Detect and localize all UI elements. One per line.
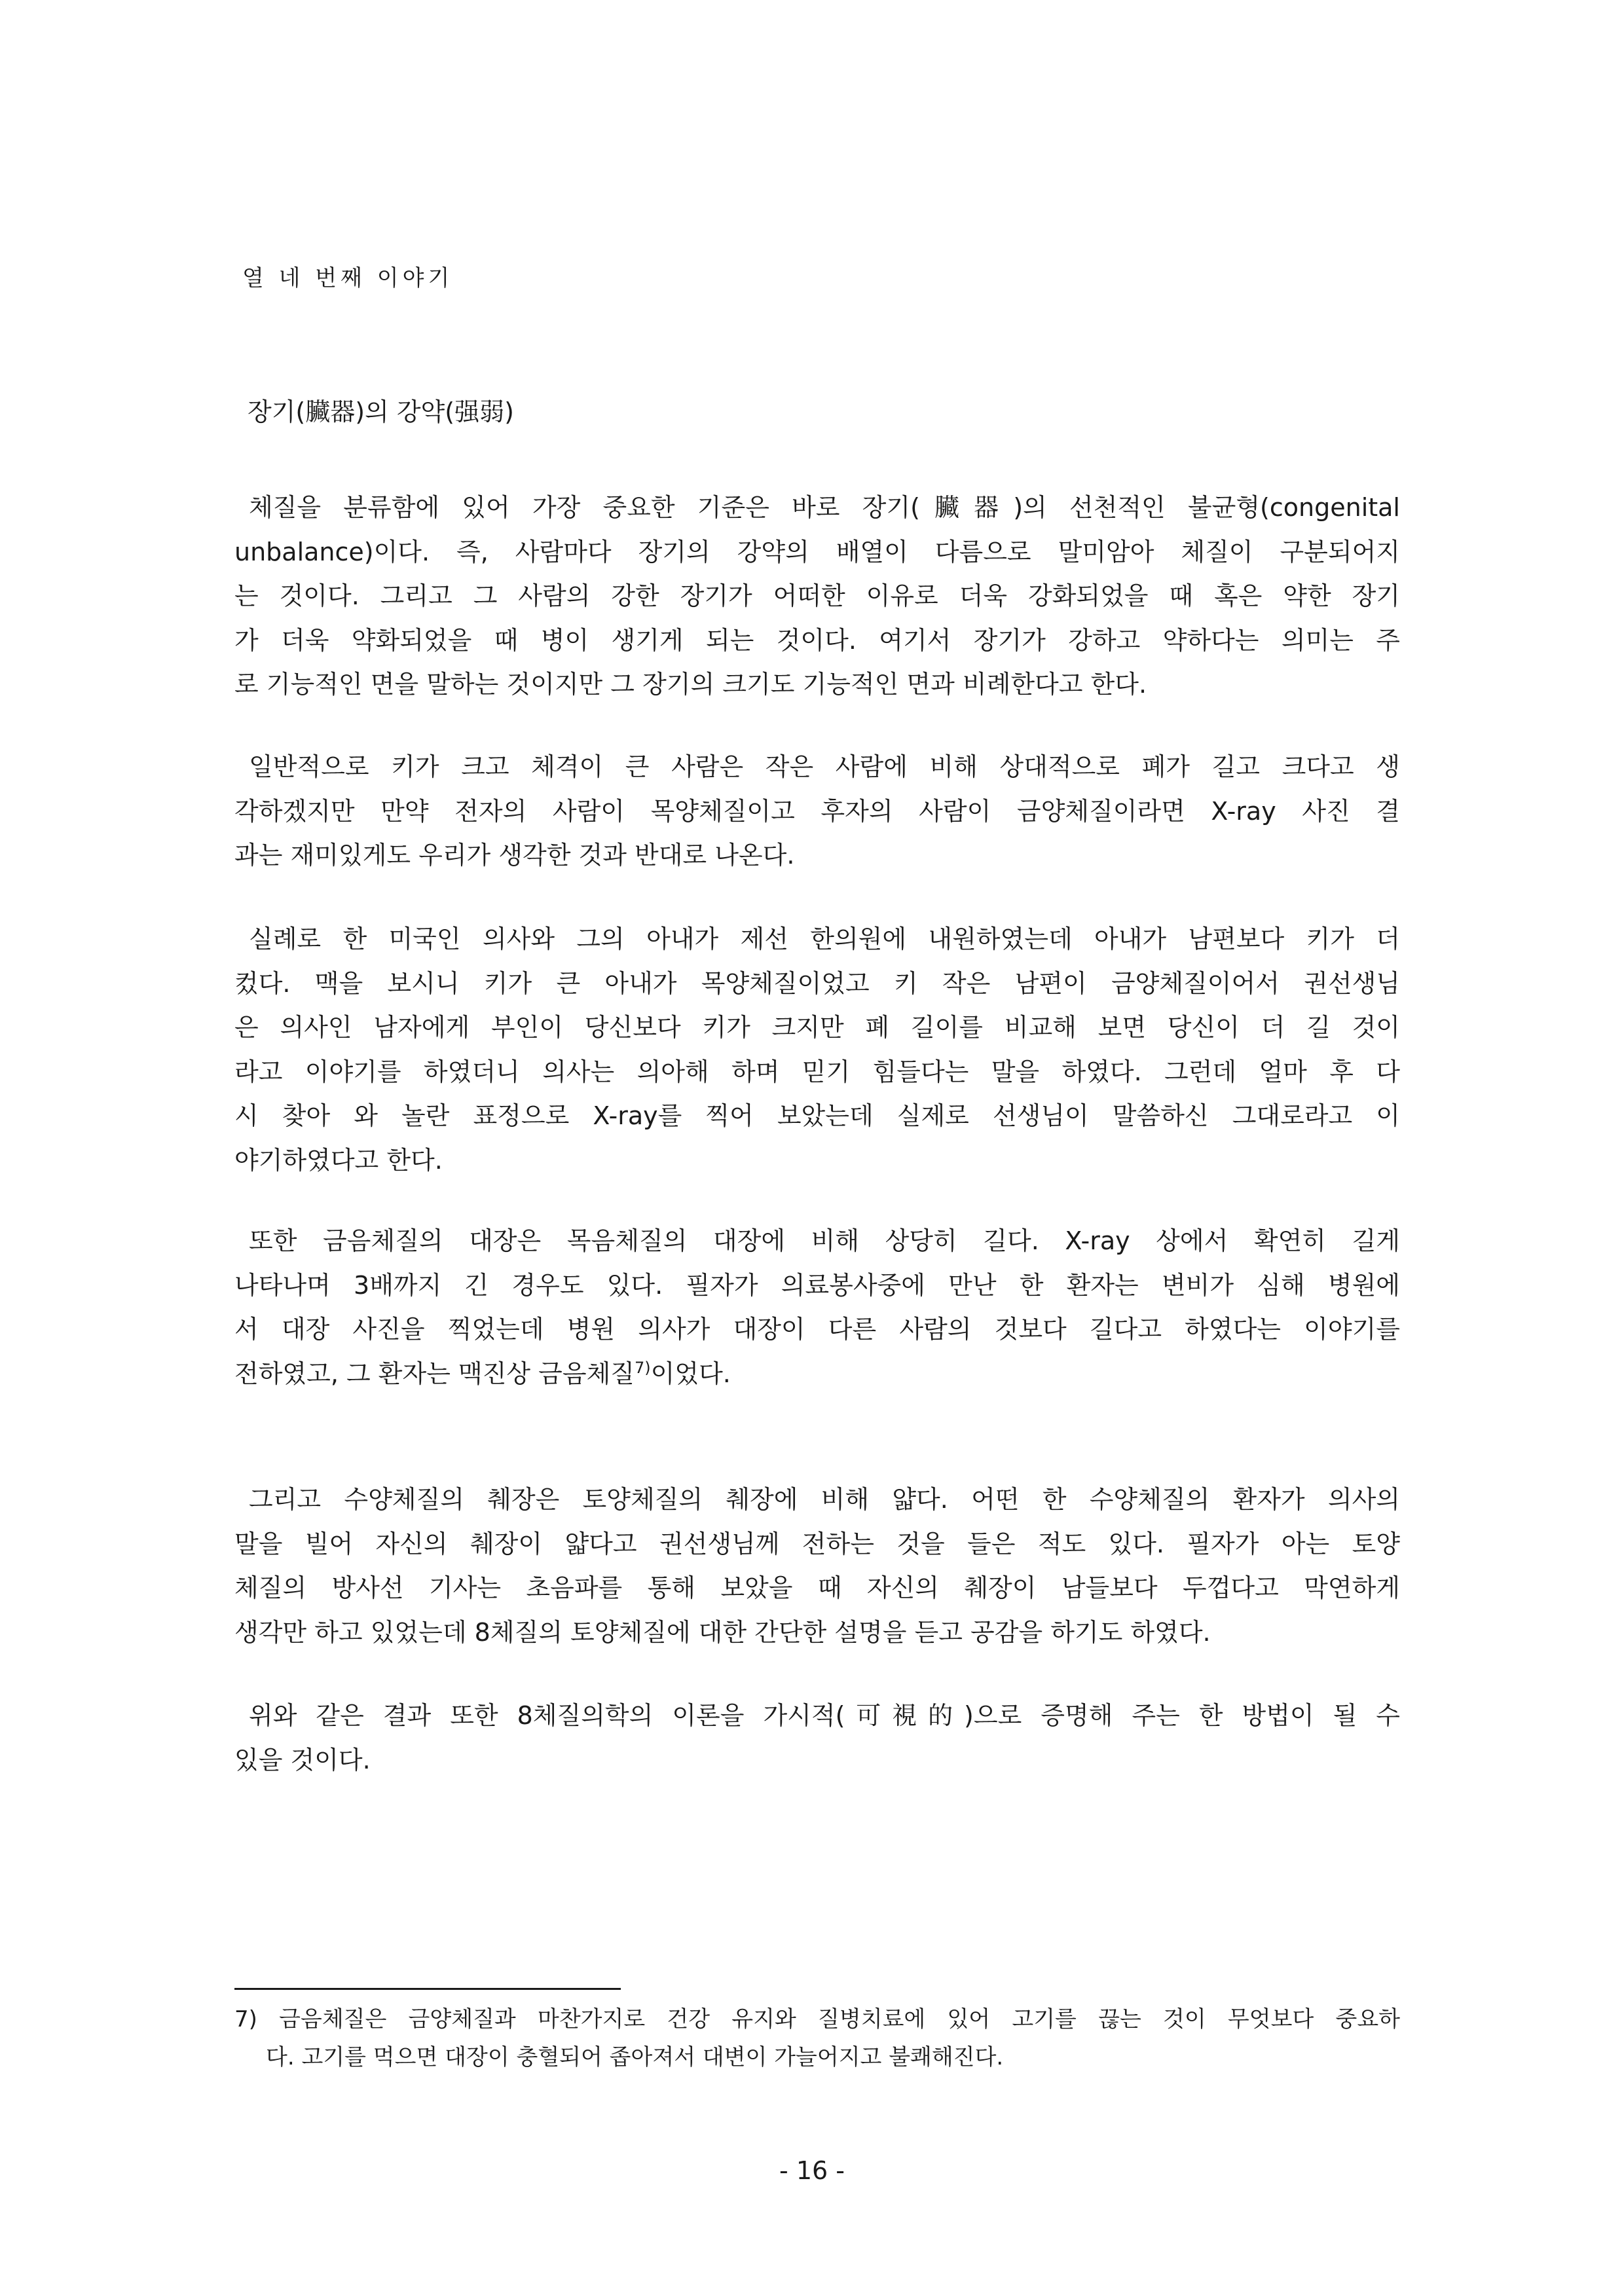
chapter-title: 열 네 번째 이야기 — [242, 265, 454, 291]
footnote-text: 금음체질은 금양체질과 마찬가지로 건강 유지와 질병치료에 있어 고기를 끊는 것이 무엇보다 중요하 — [279, 2006, 1401, 2032]
paragraph-line-tail: 이었다. — [650, 1359, 731, 1388]
paragraph-line: 또한 금음체질의 대장은 목음체질의 대장에 비해 상당히 길다. X-ray 상에서 확연히 길게 — [249, 1226, 1400, 1255]
paragraph-2 — [234, 745, 1400, 878]
footnote-separator — [234, 1988, 621, 1990]
paragraph-line: 나타나며 3배까지 긴 경우도 있다. 필자가 의료봉사중에 만난 한 환자는 변비가 심해 병원에 — [234, 1270, 1400, 1300]
section-title: 장기(臟器)의 강약(强弱) — [248, 397, 514, 426]
paragraph-line: 로 기능적인 면을 말하는 것이지만 그 장기의 크기도 기능적인 면과 비례한다고 한다. — [234, 670, 1147, 699]
paragraph-line: 체질의 방사선 기사는 초음파를 통해 보았을 때 자신의 췌장이 남들보다 두껍다고 막연하게 — [234, 1573, 1400, 1602]
paragraph-line: 체질을 분류함에 있어 가장 중요한 기준은 바로 장기(臟器)의 선천적인 불균형(congenital — [249, 493, 1400, 522]
paragraph-line: 그리고 수양체질의 췌장은 토양체질의 췌장에 비해 얇다. 어떤 한 수양체질의 환자가 의사의 — [249, 1485, 1400, 1514]
paragraph-1 — [234, 486, 1400, 707]
paragraph-line: 시 찾아 와 놀란 표정으로 X-ray를 찍어 보았는데 실제로 선생님이 말씀하신 그대로라고 이 — [234, 1101, 1400, 1130]
paragraph-line: 말을 빌어 자신의 췌장이 얇다고 권선생님께 전하는 것을 들은 적도 있다. 필자가 아는 토양 — [234, 1529, 1400, 1558]
paragraph-line: 각하겠지만 만약 전자의 사람이 목양체질이고 후자의 사람이 금양체질이라면 X-ray 사진 결 — [234, 796, 1400, 826]
paragraph-line: unbalance)이다. 즉, 사람마다 장기의 강약의 배열이 다름으로 말미암아 체질이 구분되어지 — [234, 537, 1400, 566]
paragraph-line: 은 의사인 남자에게 부인이 당신보다 키가 크지만 폐 길이를 비교해 보면 당신이 더 길 것이 — [234, 1013, 1400, 1042]
paragraph-line: 라고 이야기를 하였더니 의사는 의아해 하며 믿기 힘들다는 말을 하였다. 그런데 얼마 후 다 — [234, 1057, 1400, 1086]
paragraph-line: 위와 같은 결과 또한 8체질의학의 이론을 가시적(可視的)으로 증명해 주는 한 방법이 될 수 — [249, 1701, 1400, 1730]
paragraph-4 — [234, 1219, 1400, 1396]
paragraph-3 — [234, 917, 1400, 1183]
paragraph-line: 야기하였다고 한다. — [234, 1145, 443, 1175]
paragraph-line: 일반적으로 키가 크고 체격이 큰 사람은 작은 사람에 비해 상대적으로 폐가 길고 크다고 생 — [249, 752, 1400, 781]
paragraph-6 — [234, 1694, 1400, 1782]
paragraph-line: 는 것이다. 그리고 그 사람의 강한 장기가 어떠한 이유로 더욱 강화되었을 때 혹은 약한 장기 — [234, 581, 1400, 610]
paragraph-5 — [234, 1478, 1400, 1655]
paragraph-line: 서 대장 사진을 찍었는데 병원 의사가 대장이 다른 사람의 것보다 길다고 하였다는 이야기를 — [234, 1315, 1400, 1344]
page-number: - 16 - — [779, 2156, 845, 2185]
paragraph-line: 실례로 한 미국인 의사와 그의 아내가 제선 한의원에 내원하였는데 아내가 남편보다 키가 더 — [249, 925, 1400, 953]
paragraph-line: 과는 재미있게도 우리가 생각한 것과 반대로 나온다. — [234, 841, 795, 870]
paragraph-line — [234, 1352, 1400, 1397]
footnote-reference[interactable]: 7) — [635, 1358, 651, 1377]
footnote-line: 다. 고기를 먹으면 대장이 충혈되어 좁아져서 대변이 가늘어지고 불쾌해진다. — [266, 2044, 1004, 2070]
paragraph-line-text: 전하였고, 그 환자는 맥진상 금음체질 — [234, 1359, 635, 1388]
paragraph-line: 컸다. 맥을 보시니 키가 큰 아내가 목양체질이었고 키 작은 남편이 금양체질이어서 권선생님 — [234, 968, 1400, 998]
paragraph-line: 생각만 하고 있었는데 8체질의 토양체질에 대한 간단한 설명을 듣고 공감을 하기도 하였다. — [234, 1617, 1211, 1647]
footnote-line — [234, 2000, 1400, 2038]
paragraph-line: 있을 것이다. — [234, 1745, 371, 1774]
footnote-marker: 7) — [234, 2006, 257, 2032]
paragraph-line: 가 더욱 약화되었을 때 병이 생기게 되는 것이다. 여기서 장기가 강하고 약하다는 의미는 주 — [234, 625, 1400, 655]
footnote — [234, 2000, 1400, 2076]
